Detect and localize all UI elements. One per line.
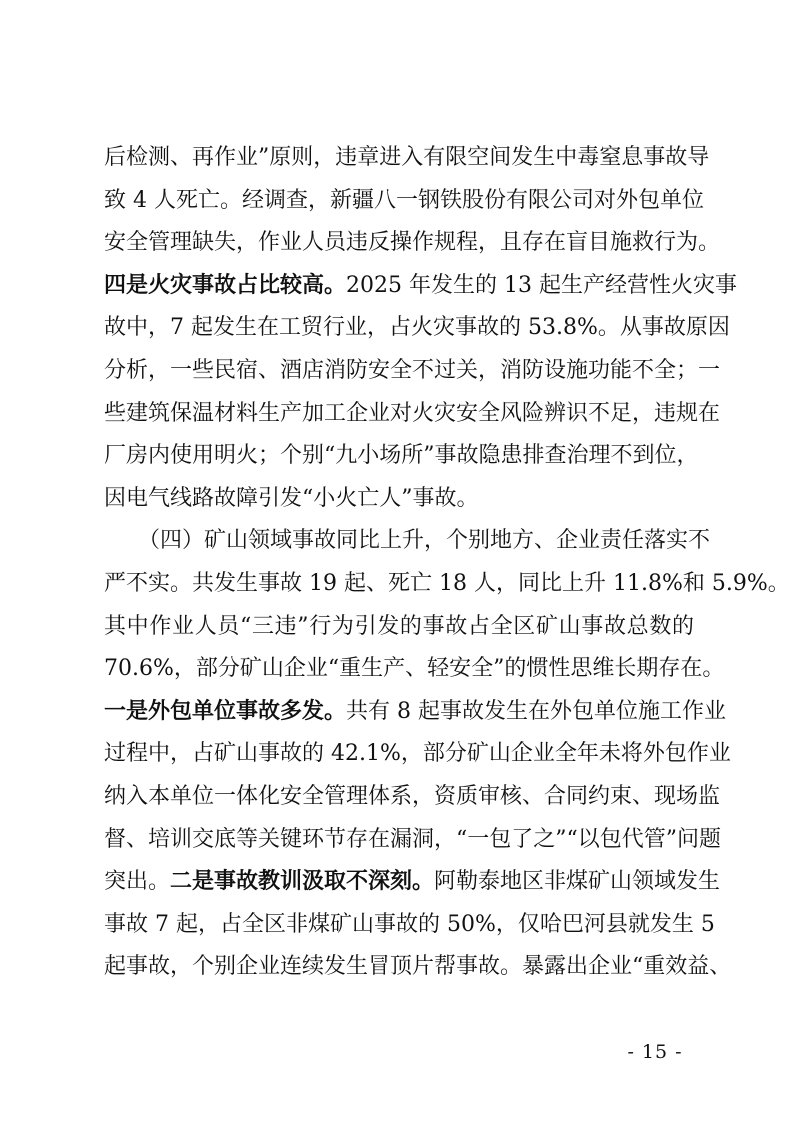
body-text	[104, 137, 790, 989]
lessons-heading: 二是事故教训汲取不深刻。	[170, 869, 435, 895]
text-line-12: 其中作业人员“三违”行为引发的事故占全区矿山事故总数的	[104, 613, 694, 639]
text-line-9: 因电气线路故障引发“小火亡人”事故。	[104, 485, 479, 511]
text-line-11: 严不实。共发生事故 19 起、死亡 18 人，同比上升 11.8%和 5.9%。	[104, 570, 790, 596]
text-line-20: 起事故，个别企业连续发生冒顶片帮事故。暴露出企业“重效益、	[104, 954, 732, 980]
section-four-heading-line: （四）矿山领域事故同比上升，个别地方、企业责任落实不	[138, 528, 711, 554]
outsourcing-accident-heading: 一是外包单位事故多发。	[104, 698, 347, 724]
text-line-14: 一是外包单位事故多发。共有 8 起事故发生在外包单位施工作业	[104, 698, 727, 724]
text-line-8: 厂房内使用明火；个别“九小场所”事故隐患排查治理不到位，	[104, 443, 699, 469]
text-line-2: 致 4 人死亡。经调查，新疆八一钢铁股份有限公司对外包单位	[104, 187, 704, 213]
text-line-19: 事故 7 起，占全区非煤矿山事故的 50%，仅哈巴河县就发生 5	[104, 911, 715, 937]
page-number: - 15 -	[627, 1041, 683, 1063]
text-line-1: 后检测、再作业”原则，违章进入有限空间发生中毒窒息事故导	[104, 145, 710, 170]
text-line-16: 纳入本单位一体化安全管理体系，资质审核、合同约束、现场监	[104, 783, 721, 809]
text-line-5: 故中，7 起发生在工贸行业，占火灾事故的 53.8%。从事故原因	[104, 315, 730, 341]
text-line-17: 督、培训交底等关键环节存在漏洞，“一包了之”“以包代管”问题	[104, 826, 721, 852]
text-line-15: 过程中，占矿山事故的 42.1%，部分矿山企业全年未将外包作业	[104, 741, 731, 767]
fire-accident-heading: 四是火灾事故占比较高。	[104, 272, 347, 298]
text-line-18: 突出。二是事故教训汲取不深刻。阿勒泰地区非煤矿山领域发生	[104, 869, 721, 895]
text-line-4: 四是火灾事故占比较高。2025 年发生的 13 起生产经营性火灾事	[104, 272, 737, 298]
text-line-6: 分析，一些民宿、酒店消防安全不过关，消防设施功能不全；一	[104, 357, 721, 383]
text-line-3: 安全管理缺失，作业人员违反操作规程，且存在盲目施救行为。	[104, 230, 721, 256]
text-line-7: 些建筑保温材料生产加工企业对火灾安全风险辨识不足，违规在	[104, 400, 721, 426]
text-line-13: 70.6%，部分矿山企业“重生产、轻安全”的惯性思维长期存在。	[104, 656, 725, 682]
